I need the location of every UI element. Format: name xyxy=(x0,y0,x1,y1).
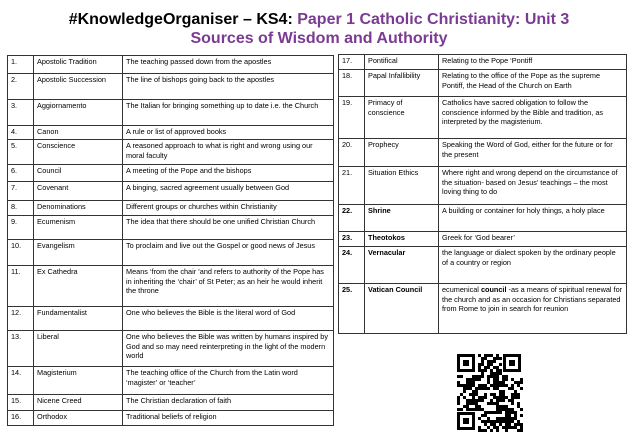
table-row xyxy=(8,201,334,216)
term: Pontifical xyxy=(365,55,439,70)
table-row xyxy=(8,367,334,395)
term: Ex Cathedra xyxy=(34,266,123,307)
table-row xyxy=(339,55,627,70)
definition: A meeting of the Pope and the bishops xyxy=(123,165,334,182)
term: Papal Infallibility xyxy=(365,70,439,97)
definition: A building or container for holy things, a holy place xyxy=(439,205,627,232)
term: Apostolic Tradition xyxy=(34,56,123,74)
term: Aggiornamento xyxy=(34,100,123,126)
term-number: 6. xyxy=(8,165,34,182)
definition: The teaching passed down from the apostles xyxy=(123,56,334,74)
term: Vernacular xyxy=(365,247,439,284)
table-row xyxy=(8,266,334,307)
term-number: 2. xyxy=(8,74,34,100)
term: Prophecy xyxy=(365,139,439,167)
definition: Relating to the office of the Pope as the supreme Pontiff, the Head of the Church on Earth xyxy=(439,70,627,97)
term-number: 21. xyxy=(339,167,365,205)
table-row xyxy=(8,74,334,100)
title-line1: Paper 1 Catholic Christianity: Unit 3 xyxy=(297,11,570,28)
glossary-table-right xyxy=(338,54,627,334)
table-row xyxy=(8,126,334,140)
term-number: 25. xyxy=(339,284,365,334)
term: Vatican Council xyxy=(365,284,439,334)
term: Primacy of conscience xyxy=(365,97,439,139)
table-row xyxy=(339,247,627,284)
term-number: 16. xyxy=(8,411,34,426)
definition: A rule or list of approved books xyxy=(123,126,334,140)
term-number: 10. xyxy=(8,240,34,266)
table-row xyxy=(8,140,334,165)
definition xyxy=(439,284,627,334)
definition: One who believes the Bible is the literal word of God xyxy=(123,307,334,331)
term: Covenant xyxy=(34,182,123,201)
term-number: 12. xyxy=(8,307,34,331)
term: Conscience xyxy=(34,140,123,165)
table-row xyxy=(339,232,627,247)
term-number: 22. xyxy=(339,205,365,232)
term-number: 7. xyxy=(8,182,34,201)
table-row xyxy=(8,307,334,331)
term: Magisterium xyxy=(34,367,123,395)
term-number: 3. xyxy=(8,100,34,126)
definition: The idea that there should be one unified Christian Church xyxy=(123,216,334,240)
term: Apostolic Succession xyxy=(34,74,123,100)
term: Ecumenism xyxy=(34,216,123,240)
definition: A binging, sacred agreement usually between God xyxy=(123,182,334,201)
term: Denominations xyxy=(34,201,123,216)
definition: The line of bishops going back to the apostles xyxy=(123,74,334,100)
term: Orthodox xyxy=(34,411,123,426)
table-row xyxy=(339,139,627,167)
definition: To proclaim and live out the Gospel or good news of Jesus xyxy=(123,240,334,266)
table-row xyxy=(8,240,334,266)
table-row xyxy=(8,216,334,240)
table-row xyxy=(339,70,627,97)
table-row xyxy=(8,411,334,426)
definition: Different groups or churches within Christianity xyxy=(123,201,334,216)
title-line2: Sources of Wisdom and Authority xyxy=(190,30,448,47)
term-number: 15. xyxy=(8,395,34,411)
table-row xyxy=(8,331,334,367)
definition: Speaking the Word of God, either for the future or for the present xyxy=(439,139,627,167)
term-number: 5. xyxy=(8,140,34,165)
table-row xyxy=(8,395,334,411)
definition: The Christian declaration of faith xyxy=(123,395,334,411)
term: Nicene Creed xyxy=(34,395,123,411)
definition-bold-word: council xyxy=(480,285,507,294)
definition: Traditional beliefs of religion xyxy=(123,411,334,426)
term-number: 24. xyxy=(339,247,365,284)
term-number: 20. xyxy=(339,139,365,167)
term: Theotokos xyxy=(365,232,439,247)
glossary-table-left xyxy=(7,55,334,426)
term: Canon xyxy=(34,126,123,140)
term: Liberal xyxy=(34,331,123,367)
table-row xyxy=(8,100,334,126)
term-number: 1. xyxy=(8,56,34,74)
term-number: 19. xyxy=(339,97,365,139)
table-row xyxy=(339,205,627,232)
definition: the language or dialect spoken by the ordinary people of a country or region xyxy=(439,247,627,284)
term-number: 4. xyxy=(8,126,34,140)
term-number: 23. xyxy=(339,232,365,247)
definition: Greek for ‘God bearer’ xyxy=(439,232,627,247)
term-number: 17. xyxy=(339,55,365,70)
term-number: 13. xyxy=(8,331,34,367)
table-row xyxy=(339,167,627,205)
term: Shrine xyxy=(365,205,439,232)
definition: A reasoned approach to what is right and wrong using our moral faculty xyxy=(123,140,334,165)
definition: Catholics have sacred obligation to follow the conscience informed by the Bible and tradition, as interpreted by the magisterium. xyxy=(439,97,627,139)
definition: One who believes the Bible was written by humans inspired by God and so may need reinterpreting in the light of the modern world xyxy=(123,331,334,367)
term: Council xyxy=(34,165,123,182)
table-row xyxy=(8,165,334,182)
table-row xyxy=(339,284,627,334)
term-number: 11. xyxy=(8,266,34,307)
table-row xyxy=(8,182,334,201)
definition-text: -as a means of spiritual renewal for the church and as an occasion for Christians separated from Rome to join in search for reunion xyxy=(442,285,623,314)
definition-text: ecumenical xyxy=(442,285,481,294)
title-prefix: #KnowledgeOrganiser – KS4: xyxy=(68,11,298,28)
term-number: 9. xyxy=(8,216,34,240)
term-number: 14. xyxy=(8,367,34,395)
definition: Relating to the Pope ‘Pontiff xyxy=(439,55,627,70)
table-row xyxy=(8,56,334,74)
term: Evangelism xyxy=(34,240,123,266)
definition: The Italian for bringing something up to date i.e. the Church xyxy=(123,100,334,126)
qr-code-graphic xyxy=(455,352,523,432)
table-row xyxy=(339,97,627,139)
term: Fundamentalist xyxy=(34,307,123,331)
term-number: 8. xyxy=(8,201,34,216)
term: Situation Ethics xyxy=(365,167,439,205)
definition: The teaching office of the Church from the Latin word ‘magister’ or ‘teacher’ xyxy=(123,367,334,395)
definition: Where right and wrong depend on the circumstance of the situation- based on Jesus’ teachings – the most loving thing to do xyxy=(439,167,627,205)
term-number: 18. xyxy=(339,70,365,97)
page-title xyxy=(0,10,638,48)
qr-code[interactable] xyxy=(455,352,523,432)
definition: Means ‘from the chair ’and refers to authority of the Pope has in inheriting the ‘chair’ of St Peter; as an heir he would inherit the throne xyxy=(123,266,334,307)
